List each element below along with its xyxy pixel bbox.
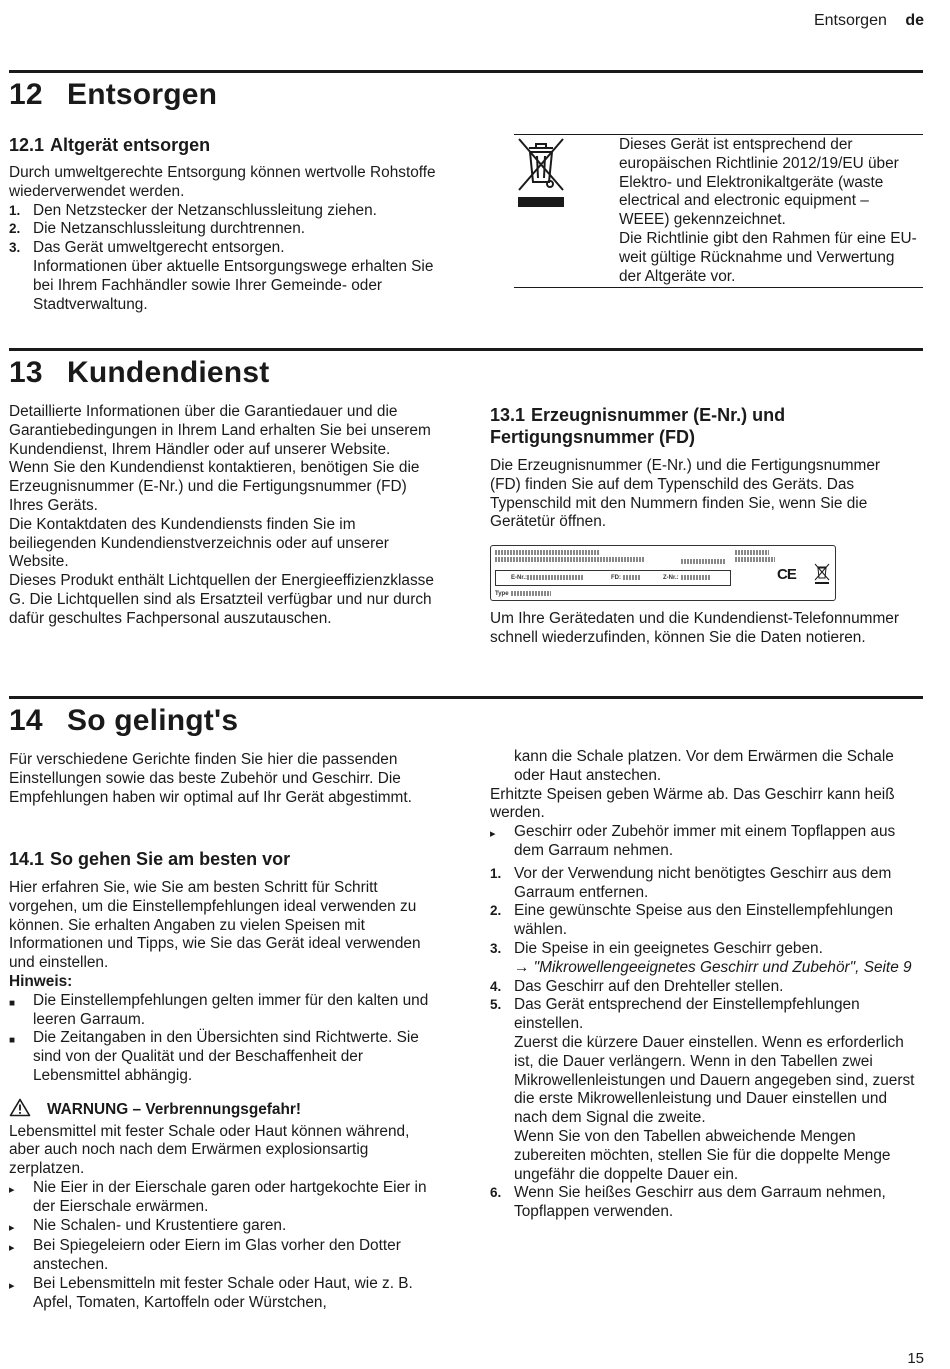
- plate-barcode-line: [495, 550, 599, 555]
- step-number: 3.: [490, 940, 502, 956]
- step-text: Die Netzanschlussleitung durchtrennen.: [33, 220, 306, 238]
- warning-list: [9, 1179, 441, 1313]
- list-item: [9, 992, 441, 1030]
- step-text: Das Gerät umweltgerecht entsorgen. Informationen über aktuelle Entsorgungswege erhalten Sie bei Ihrem Fachhändler sowie Ihrer Gemeinde- oder Stadtverwaltung.: [33, 239, 434, 313]
- plate-barcode-line: [495, 557, 645, 562]
- list-item: [490, 823, 915, 861]
- bullet-square-icon: ■: [9, 1035, 16, 1047]
- warning-item-text: Nie Eier in der Eierschale garen oder hartgekochte Eier in der Eierschale erwärmen.: [33, 1178, 427, 1215]
- list-item: [490, 865, 915, 903]
- plate-barcode-line: [681, 575, 711, 580]
- subsection-heading-12-1: [9, 134, 449, 156]
- step-text-block: [514, 940, 915, 978]
- step-number: 2.: [9, 221, 21, 237]
- warning-continuation: kann die Schale platzen. Vor dem Erwärmen die Schale oder Haut anstechen.: [514, 748, 894, 784]
- plate-type-label: Type: [495, 591, 509, 597]
- step-number: 3.: [9, 240, 21, 256]
- warning-heading: [9, 1098, 441, 1123]
- hot-item-text: Geschirr oder Zubehör immer mit einem Topflappen aus dem Garraum nehmen.: [514, 823, 896, 859]
- note-text: Die Zeitangaben in den Übersichten sind Richtwerte. Sie sind von der Qualität und der Beschaffenheit der Lebensmittel abhängig.: [33, 1029, 419, 1084]
- list-item: [9, 1029, 441, 1085]
- subsection-title: So gehen Sie am besten vor: [50, 849, 291, 869]
- disposal-intro: Durch umweltgerechte Entsorgung können wertvolle Rohstoffe wiederverwendet werden.: [9, 164, 436, 200]
- page-number: 15: [907, 1350, 924, 1367]
- weee-bottom-rule: [514, 287, 923, 288]
- ce-mark-icon: CE: [777, 566, 796, 583]
- subsection-number: 13.1: [490, 405, 526, 425]
- note-list: [9, 992, 441, 1086]
- section-rule-14: [9, 696, 923, 699]
- hot-food-list: [490, 823, 915, 861]
- plate-znr-label: Z-Nr.:: [663, 575, 679, 581]
- subsection-heading-14-1: [9, 848, 449, 870]
- header-section: Entsorgen: [813, 12, 887, 29]
- weee-top-rule: [514, 134, 923, 135]
- list-item: [9, 1237, 441, 1275]
- step-number: 1.: [490, 865, 502, 881]
- warning-triangle-icon: [9, 1098, 47, 1123]
- warning-item-text: Bei Spiegeleiern oder Eiern im Glas vorher den Dotter anstechen.: [33, 1237, 401, 1274]
- cross-reference-link[interactable]: "Mikrowellengeeignetes Geschirr und Zubehör", Seite 9: [533, 958, 912, 976]
- plate-barcode-line: [735, 557, 775, 562]
- header-lang: de: [905, 12, 924, 29]
- subsection-number: 14.1: [9, 849, 45, 869]
- section-title: Kundendienst: [67, 356, 270, 389]
- list-item: [9, 1217, 441, 1238]
- list-item: [9, 202, 439, 221]
- section-rule-13: [9, 348, 923, 351]
- list-item: [490, 940, 915, 978]
- subsection-number: 12.1: [9, 135, 45, 155]
- section-number: 12: [9, 78, 43, 111]
- plate-barcode-line: [735, 550, 769, 555]
- list-item: [9, 220, 439, 239]
- subsection-title: Altgerät entsorgen: [50, 135, 211, 155]
- step-text: Das Geschirr auf den Drehteller stellen.: [514, 977, 784, 995]
- step-text: Das Gerät entsprechend der Einstellempfehlungen einstellen. Zuerst die kürzere Dauer einstellen. Wenn es erforderlich ist, die Dauer verlängern. Wenn in den Tabellen zwei Mikrowellenleistungen und Dauern angegeben sind, zuerst die erste Mikrowellenleistung und Dauer einstellen und nach dem Signal die zweite. Wenn Sie von den Tabellen abweichende Mengen zubereiten möchten, stellen Sie für die doppelte Menge ungefähr die doppelte Dauer ein.: [514, 996, 915, 1183]
- product-number-text: Die Erzeugnisnummer (E-Nr.) und die Fertigungsnummer (FD) finden Sie auf dem Typenschild des Geräts. Das Typenschild mit den Nummern finden Sie, wenn Sie die Gerätetür öffnen.: [490, 457, 881, 531]
- list-item: [490, 902, 915, 940]
- step-number: 2.: [490, 903, 502, 919]
- bullet-square-icon: ■: [9, 997, 16, 1009]
- list-item: [9, 1275, 441, 1313]
- section-number: 13: [9, 356, 43, 389]
- step-number: 5.: [490, 997, 502, 1013]
- plate-enr-label: E-Nr.:: [511, 575, 528, 581]
- list-item: [490, 1184, 915, 1222]
- bullet-triangle-icon: ▸: [9, 1279, 15, 1292]
- weee-text: Dieses Gerät ist entsprechend der europäischen Richtlinie 2012/19/EU über Elektro- und Elektronikaltgeräte (waste electrical and electronic equipment – WEEE) gekennzeichnet. Die Richtlinie gibt den Rahmen für eine EU-weit gültige Rücknahme und Verwertung der Altgeräte vor.: [619, 136, 917, 285]
- plate-barcode-line: [623, 575, 641, 580]
- warning-item-text: Nie Schalen- und Krustentiere garen.: [33, 1216, 287, 1234]
- weee-bin-icon: [516, 136, 566, 210]
- step-number: 6.: [490, 1185, 502, 1201]
- hot-food-text: Erhitzte Speisen geben Wärme ab. Das Geschirr kann heiß werden.: [490, 785, 895, 822]
- section-number: 14: [9, 704, 43, 737]
- note-data-text: Um Ihre Gerätedaten und die Kundendienst-Telefonnummer schnell wiederzufinden, können Sie die Daten notieren.: [490, 610, 899, 646]
- list-item: [490, 996, 915, 1184]
- bullet-triangle-icon: ▸: [490, 828, 496, 841]
- step-text: Eine gewünschte Speise aus den Einstellempfehlungen wählen.: [514, 902, 894, 939]
- plate-barcode-line: [527, 575, 583, 580]
- plate-barcode-line: [681, 559, 725, 564]
- note-text: Die Einstellempfehlungen gelten immer für den kalten und leeren Garraum.: [33, 991, 429, 1028]
- list-item: [490, 978, 915, 997]
- plate-fd-label: FD:: [611, 575, 621, 581]
- warning-title: WARNUNG – Verbrennungsgefahr!: [47, 1100, 301, 1118]
- section-rule-12: [9, 70, 923, 73]
- subsection-title: Erzeugnisnummer (E-Nr.) und Fertigungsnummer (FD): [490, 405, 786, 447]
- step-text: Die Speise in ein geeignetes Geschirr geben.: [514, 939, 823, 957]
- section-heading-12: [9, 78, 217, 112]
- procedure-steps: [490, 865, 915, 1222]
- section-heading-13: [9, 356, 269, 390]
- weee-small-icon: [814, 563, 830, 585]
- bullet-triangle-icon: ▸: [9, 1242, 15, 1255]
- arrow-right-icon: →: [514, 958, 530, 976]
- section-title: Entsorgen: [67, 78, 218, 111]
- warning-item-text: Bei Lebensmitteln mit fester Schale oder Haut, wie z. B. Apfel, Tomaten, Kartoffeln oder Würstchen,: [33, 1274, 413, 1311]
- section-title: So gelingt's: [67, 704, 239, 737]
- plate-barcode-line: [511, 591, 551, 596]
- step-text: Vor der Verwendung nicht benötigtes Geschirr aus dem Garraum entfernen.: [514, 864, 892, 901]
- step-number: 4.: [490, 978, 502, 994]
- disposal-text: [9, 164, 439, 314]
- step-text: Wenn Sie heißes Geschirr aus dem Garraum nehmen, Topflappen verwenden.: [514, 1184, 886, 1221]
- service-text: Detaillierte Informationen über die Garantiedauer und die Garantiebedingungen in Ihrem Land erhalten Sie bei unserem Kundendienst, Ihrem Händler oder auf unserer Website. Wenn Sie den Kundendienst kontaktieren, benötigen Sie die Erzeugnisnummer (E-Nr.) und die Fertigungsnummer (FD) Ihres Geräts. Die Kontaktdaten des Kundendiensts finden Sie im beiliegenden Kundendienstverzeichnis oder auf unserer Website. Dieses Produkt enthält Lichtquellen der Energieeffizienzklasse G. Die Lichtquellen sind als Ersatzteil verfügbar und nur durch dafür geschultes Fachpersonal auszutauschen.: [9, 403, 434, 627]
- note-label: Hinweis:: [9, 972, 73, 990]
- section-heading-14: [9, 704, 238, 738]
- type-plate-illustration: [490, 545, 836, 601]
- list-item: [9, 239, 439, 314]
- subsection-heading-13-1: [490, 404, 910, 448]
- disposal-steps: [9, 202, 439, 315]
- step-text: Den Netzstecker der Netzanschlussleitung ziehen.: [33, 201, 377, 219]
- tips-intro: Für verschiedene Gerichte finden Sie hier die passenden Einstellungen sowie das beste Zubehör und Geschirr. Die Empfehlungen haben wir optimal auf Ihr Gerät abgestimmt.: [9, 751, 412, 806]
- bullet-triangle-icon: ▸: [9, 1221, 15, 1234]
- list-item: [9, 1179, 441, 1217]
- procedure-right-column: [490, 748, 915, 1222]
- bullet-triangle-icon: ▸: [9, 1183, 15, 1196]
- procedure-text: [9, 879, 441, 1313]
- procedure-intro: Hier erfahren Sie, wie Sie am besten Schritt für Schritt vorgehen, um die Einstellempfehlungen ideal verwenden zu können. Sie erhalten Angaben zu vielen Speisen mit Informationen und Tipps, wie Sie das Gerät ideal verwenden und einstellen.: [9, 879, 421, 972]
- running-header: [814, 12, 924, 31]
- warning-text: Lebensmittel mit fester Schale oder Haut können während, aber auch noch nach dem Erwärmen explosionsartig zerplatzen.: [9, 1122, 410, 1178]
- step-number: 1.: [9, 202, 21, 218]
